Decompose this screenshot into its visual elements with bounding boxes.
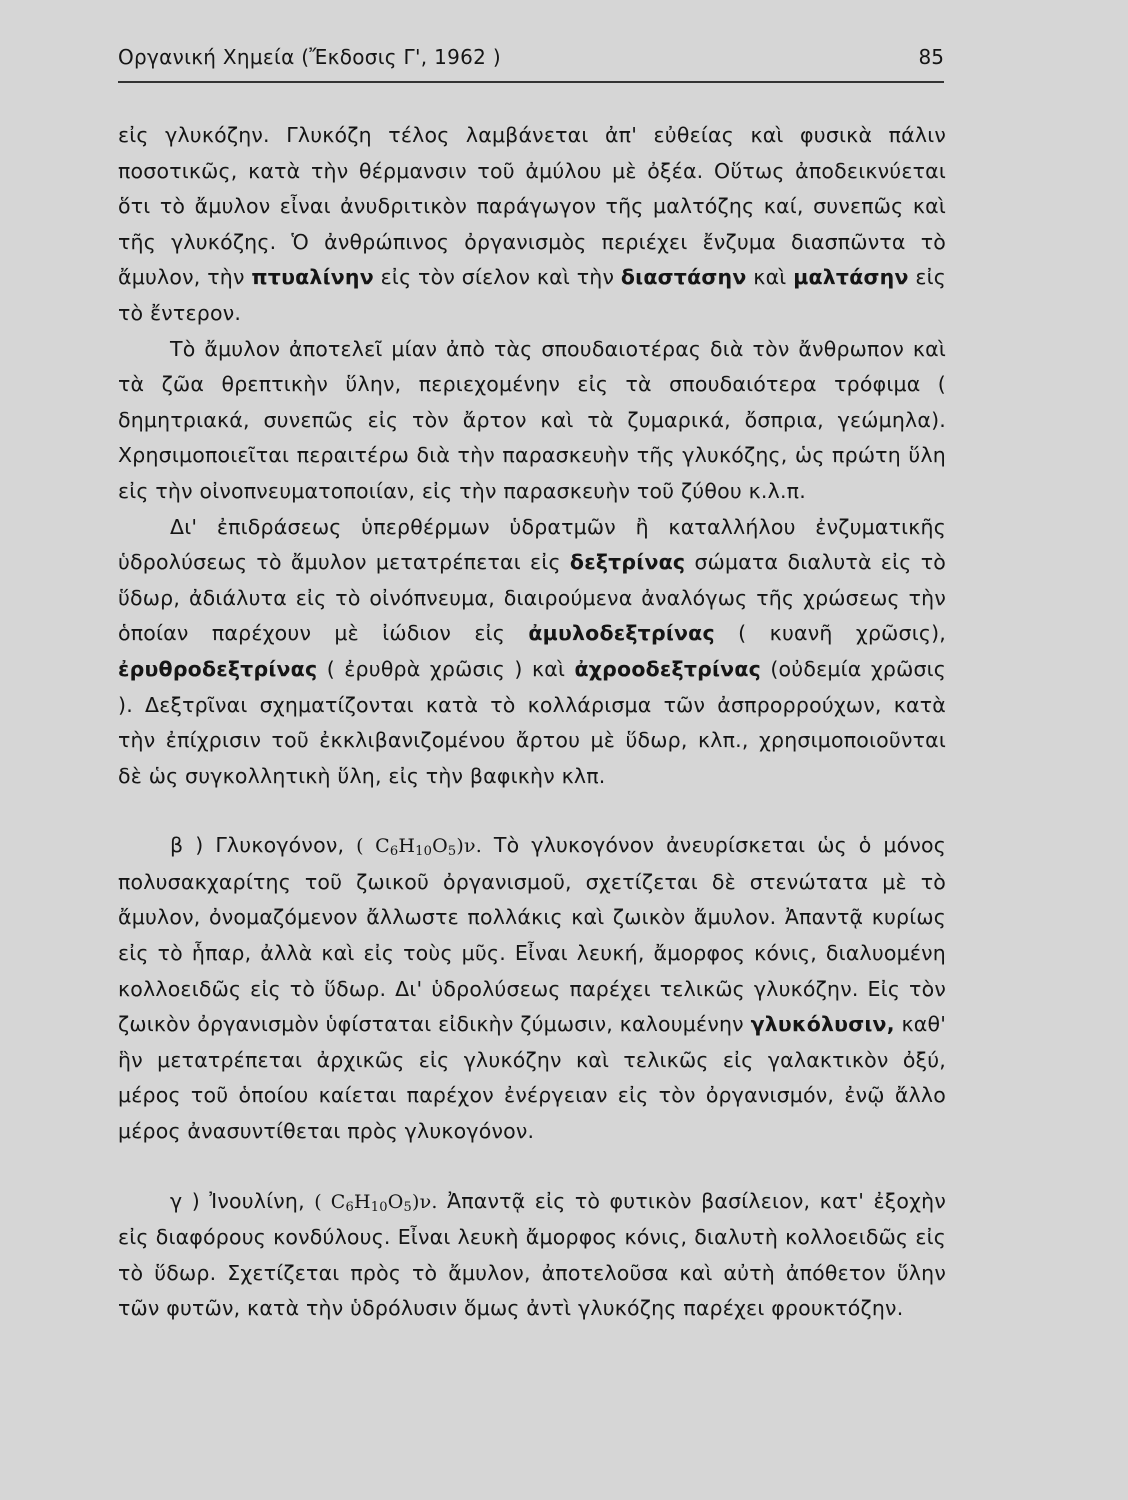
section-heading-glycogen: β ) Γλυκογόνον,	[170, 833, 345, 858]
section-heading-inulin: γ ) Ἰνουλίνη,	[170, 1188, 305, 1213]
term-amylodextrins: ἀμυλοδεξτρίνας	[528, 621, 715, 646]
term-achroodextrins: ἀχροοδεξτρίνας	[574, 656, 761, 681]
term-erythrodextrins: ἐρυθροδεξτρίνας	[118, 656, 318, 681]
page-header	[118, 45, 944, 77]
body-text	[118, 118, 946, 1327]
term-dextrins: δεξτρίνας	[569, 550, 686, 575]
header-rule	[118, 81, 944, 83]
page-number: 85	[918, 45, 944, 69]
paragraph-starch-uses: Τὸ ἄμυλον ἀποτελεῖ μίαν ἀπὸ τὰς σπουδαιοτέρας διὰ τὸν ἄνθρωπον καὶ τὰ ζῶα θρεπτικὴν ὕλην, περιεχομένην εἰς τὰ σπουδαιότερα τρόφιμα ( δημητριακά, συνεπῶς εἰς τὸν ἄρτον καὶ τὰ ζυμαρικά, ὄσπρια, γεώμηλα). Χρησιμοποιεῖται περαιτέρω διὰ τὴν παρασκευὴν τῆς γλυκόζης, ὡς πρώτη ὕλη εἰς τὴν οἰνοπνευματοποιίαν, εἰς τὴν παρασκευὴν τοῦ ζύθου κ.λ.π.	[118, 336, 946, 503]
term-diastase: διαστάσην	[620, 265, 747, 290]
paragraph-dextrins: Δι' ἐπιδράσεως ὑπερθέρμων ὑδρατμῶν ἢ καταλλήλου ἐνζυματικῆς ὑδρολύσεως τὸ ἄμυλον μετατρέπεται εἰς δεξτρίνας σώματα διαλυτὰ εἰς τὸ ὕδωρ, ἀδιάλυτα εἰς τὸ οἰνόπνευμα, διαιρούμενα ἀναλόγως τῆς χρώσεως τὴν ὁποίαν παρέχουν μὲ ἰώδιον εἰς ἀμυλοδεξτρίνας ( κυανῆ χρῶσις), ἐρυθροδεξτρίνας ( ἐρυθρὰ χρῶσις ) καὶ ἀχροοδεξτρίνας (οὐδεμία χρῶσις ). Δεξτρῖναι σχηματίζονται κατὰ τὸ κολλάρισμα τῶν ἀσπρορρούχων, κατὰ τὴν ἐπίχρισιν τοῦ ἐκκλιβανιζομένου ἄρτου μὲ ὕδωρ, κλπ., χρησιμοποιοῦνται δὲ ὡς συγκολλητικὴ ὕλη, εἰς τὴν βαφικὴν κλπ.	[118, 514, 947, 788]
term-glycolysis: γλυκόλυσιν,	[750, 1012, 895, 1037]
glycogen-formula: ( $C_6H_{10}O_5)\nu$.	[356, 835, 482, 860]
running-title: Οργανική Χημεία (Ἔκδοσις Γ', 1962 )	[118, 45, 501, 69]
paragraph-starch-hydrolysis: εἰς γλυκόζην. Γλυκόζη τέλος λαμβάνεται ἀπ' εὐθείας καὶ φυσικὰ πάλιν ποσοτικῶς, κατὰ τὴν θέρμανσιν τοῦ ἀμύλου μὲ ὀξέα. Οὕτως ἀποδεικνύεται ὅτι τὸ ἄμυλον εἶναι ἀνυδριτικὸν παράγωγον τῆς μαλτόζης καί, συνεπῶς καὶ τῆς γλυκόζης. Ὁ ἀνθρώπινος ὀργανισμὸς περιέχει ἔνζυμα διασπῶντα τὸ ἄμυλον, τὴν πτυαλίνην εἰς τὸν σίελον καὶ τὴν διαστάσην καὶ μαλτάσην εἰς τὸ ἔντερον.	[118, 123, 947, 325]
inulin-formula: ( $C_6H_{10}O_5)\nu$.	[314, 1190, 438, 1215]
paragraph-glycogen: β ) Γλυκογόνον, ( $C_6H_{10}O_5)\nu$. Τὸ γλυκογόνον ἀνευρίσκεται ὡς ὁ μόνος πολυσακχαρίτης τοῦ ζωικοῦ ὀργανισμοῦ, σχετίζεται δὲ στενώτατα μὲ τὸ ἄμυλον, ὀνομαζόμενον ἄλλωστε πολλάκις καὶ ζωικὸν ἄμυλον. Ἀπαντᾷ κυρίως εἰς τὸ ἧπαρ, ἀλλὰ καὶ εἰς τοὺς μῦς. Εἶναι λευκή, ἄμορφος κόνις, διαλυομένη κολλοειδῶς εἰς τὸ ὕδωρ. Δι' ὑδρολύσεως παρέχει τελικῶς γλυκόζην. Εἰς τὸν ζωικὸν ὀργανισμὸν ὑφίσταται εἰδικὴν ζύμωσιν, καλουμένην γλυκόλυσιν, καθ' ἣν μετατρέπεται ἀρχικῶς εἰς γλυκόζην καὶ τελικῶς εἰς γαλακτικὸν ὀξύ, μέρος τοῦ ὁποίου καίεται παρέχον ἐνέργειαν εἰς τὸν ὀργανισμόν, ἐνῷ ἄλλο μέρος ἀνασυντίθεται πρὸς γλυκογόνον.	[118, 833, 947, 1144]
term-maltase: μαλτάσην	[793, 265, 909, 290]
term-ptyalin: πτυαλίνην	[251, 265, 374, 290]
paragraph-inulin: γ ) Ἰνουλίνη, ( $C_6H_{10}O_5)\nu$. Ἀπαντᾷ εἰς τὸ φυτικὸν βασίλειον, κατ' ἐξοχὴν εἰς διαφόρους κονδύλους. Εἶναι λευκὴ ἄμορφος κόνις, διαλυτὴ κολλοειδῶς εἰς τὸ ὕδωρ. Σχετίζεται πρὸς τὸ ἄμυλον, ἀποτελοῦσα καὶ αὐτὴ ἀπόθετον ὕλην τῶν φυτῶν, κατὰ τὴν ὑδρόλυσιν ὅμως ἀντὶ γλυκόζης παρέχει φρουκτόζην.	[118, 1188, 946, 1321]
